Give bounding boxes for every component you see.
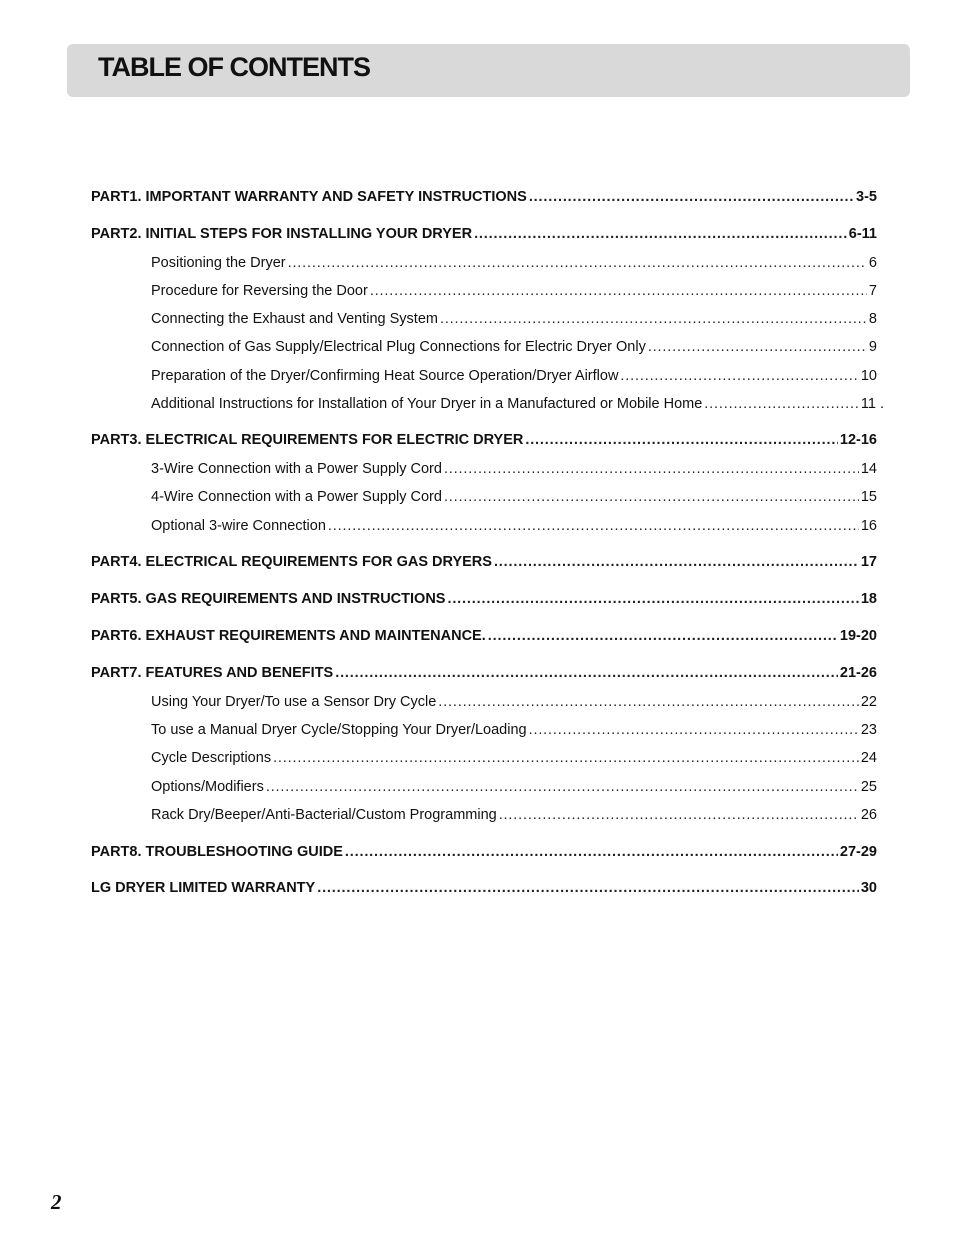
dot-leader xyxy=(474,226,847,242)
toc-label: PART5. GAS REQUIREMENTS AND INSTRUCTIONS xyxy=(91,591,446,607)
toc-page: 14 xyxy=(860,461,877,477)
toc-page: 27-29 xyxy=(839,844,877,860)
dot-leader xyxy=(444,489,859,505)
toc-entry-sub[interactable] xyxy=(151,283,877,299)
toc-entry-part1[interactable] xyxy=(91,189,877,205)
toc-entry-part7[interactable] xyxy=(91,665,877,681)
toc-label: PART1. IMPORTANT WARRANTY AND SAFETY INSTRUCTIONS xyxy=(91,189,527,205)
toc-page: 15 xyxy=(860,489,877,505)
page-number: 2 xyxy=(51,1190,62,1214)
dot-leader xyxy=(288,255,867,271)
toc-entry-sub[interactable] xyxy=(151,518,877,534)
dot-leader xyxy=(529,189,854,205)
toc-entry-sub[interactable] xyxy=(151,311,877,327)
dot-leader xyxy=(494,554,859,570)
toc-page: 22 xyxy=(860,694,877,710)
toc-label: To use a Manual Dryer Cycle/Stopping Your Dryer/Loading xyxy=(151,722,527,738)
toc-label: Positioning the Dryer xyxy=(151,255,286,271)
toc-page: 26 xyxy=(860,807,877,823)
toc-label: PART6. EXHAUST REQUIREMENTS AND MAINTENANCE. xyxy=(91,628,486,644)
toc-entry-sub[interactable] xyxy=(151,722,877,738)
dot-leader xyxy=(704,396,859,412)
dot-leader xyxy=(273,750,859,766)
toc-label: Options/Modifiers xyxy=(151,779,264,795)
toc-page: 18 xyxy=(860,591,877,607)
toc-label: 3-Wire Connection with a Power Supply Cord xyxy=(151,461,442,477)
toc-entry-sub[interactable] xyxy=(151,255,877,271)
dot-leader xyxy=(335,665,838,681)
toc-entry-sub[interactable] xyxy=(151,779,877,795)
toc-page: 24 xyxy=(860,750,877,766)
toc-label: Using Your Dryer/To use a Sensor Dry Cycle xyxy=(151,694,437,710)
toc-page: 17 xyxy=(860,554,877,570)
toc-label: Optional 3-wire Connection xyxy=(151,518,326,534)
dot-leader xyxy=(488,628,838,644)
dot-leader xyxy=(499,807,859,823)
toc-page: 11 . xyxy=(860,396,884,412)
toc-label: Preparation of the Dryer/Confirming Heat Source Operation/Dryer Airflow xyxy=(151,368,619,384)
toc-entry-sub[interactable] xyxy=(151,489,877,505)
toc-entry-part2[interactable] xyxy=(91,226,877,242)
toc-label: PART3. ELECTRICAL REQUIREMENTS FOR ELECTRIC DRYER xyxy=(91,432,524,448)
toc-page: 6-11 xyxy=(848,226,877,242)
toc-page: 7 xyxy=(868,283,877,299)
toc-page: 3-5 xyxy=(856,189,877,205)
toc-page: 21-26 xyxy=(839,665,877,681)
toc-page: 30 xyxy=(860,880,877,896)
toc-page: 23 xyxy=(860,722,877,738)
toc-entry-part3[interactable] xyxy=(91,432,877,448)
toc-label: LG DRYER LIMITED WARRANTY xyxy=(91,880,316,896)
toc-page: 16 xyxy=(860,518,877,534)
toc-page: 10 xyxy=(860,368,877,384)
toc-label: Additional Instructions for Installation of Your Dryer in a Manufactured or Mobile Home xyxy=(151,396,703,412)
toc-label: PART8. TROUBLESHOOTING GUIDE xyxy=(91,844,343,860)
toc-entry-part5[interactable] xyxy=(91,591,877,607)
toc-label: Connecting the Exhaust and Venting System xyxy=(151,311,438,327)
toc-entry-sub[interactable] xyxy=(151,750,877,766)
page-title: TABLE OF CONTENTS xyxy=(98,52,370,82)
toc-label: Cycle Descriptions xyxy=(151,750,272,766)
header-bar xyxy=(67,44,910,97)
toc-entry-sub[interactable] xyxy=(151,396,884,412)
toc-page: 19-20 xyxy=(839,628,877,644)
dot-leader xyxy=(440,311,867,327)
toc-label: PART7. FEATURES AND BENEFITS xyxy=(91,665,334,681)
dot-leader xyxy=(370,283,867,299)
toc-entry-sub[interactable] xyxy=(151,807,877,823)
toc-page: 25 xyxy=(860,779,877,795)
toc-label: Connection of Gas Supply/Electrical Plug Connections for Electric Dryer Only xyxy=(151,339,646,355)
dot-leader xyxy=(447,591,858,607)
toc-page: 6 xyxy=(868,255,877,271)
dot-leader xyxy=(525,432,838,448)
toc-entry-part8[interactable] xyxy=(91,844,877,860)
dot-leader xyxy=(317,880,859,896)
toc-label: PART2. INITIAL STEPS FOR INSTALLING YOUR DRYER xyxy=(91,226,473,242)
toc-page: 9 xyxy=(868,339,877,355)
toc-entry-sub[interactable] xyxy=(151,368,877,384)
toc-entry-sub[interactable] xyxy=(151,339,877,355)
dot-leader xyxy=(266,779,859,795)
toc-label: PART4. ELECTRICAL REQUIREMENTS FOR GAS DRYERS xyxy=(91,554,492,570)
dot-leader xyxy=(345,844,838,860)
toc-page: 12-16 xyxy=(839,432,877,448)
toc-label: Procedure for Reversing the Door xyxy=(151,283,368,299)
dot-leader xyxy=(648,339,867,355)
dot-leader xyxy=(529,722,859,738)
dot-leader xyxy=(620,368,858,384)
dot-leader xyxy=(438,694,859,710)
toc-entry-part4[interactable] xyxy=(91,554,877,570)
toc-entry-sub[interactable] xyxy=(151,694,877,710)
toc-entry-warranty[interactable] xyxy=(91,880,877,896)
toc-label: Rack Dry/Beeper/Anti-Bacterial/Custom Programming xyxy=(151,807,497,823)
dot-leader xyxy=(328,518,859,534)
dot-leader xyxy=(444,461,859,477)
toc-label: 4-Wire Connection with a Power Supply Cord xyxy=(151,489,442,505)
toc-entry-part6[interactable] xyxy=(91,628,877,644)
toc-page: 8 xyxy=(868,311,877,327)
toc-entry-sub[interactable] xyxy=(151,461,877,477)
